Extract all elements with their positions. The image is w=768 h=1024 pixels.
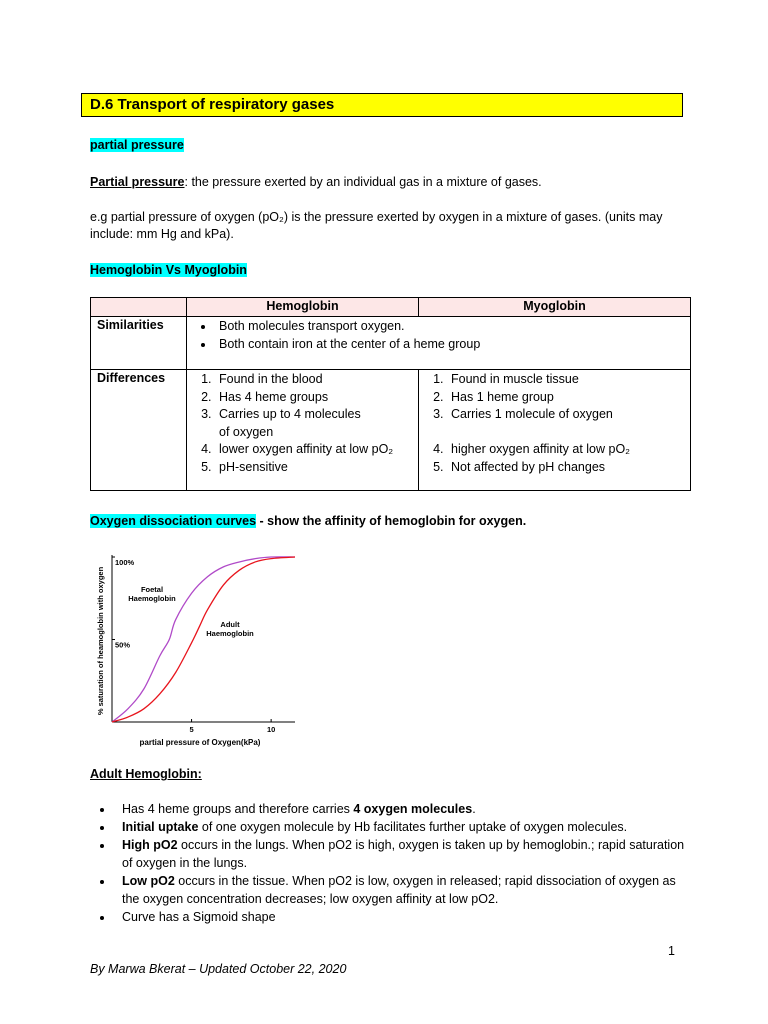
curves-heading-highlight: Oxygen dissociation curves xyxy=(90,514,257,528)
oxygen-dissociation-chart xyxy=(90,545,310,755)
adult-hemoglobin-list xyxy=(90,800,690,926)
y-tick-label: 50% xyxy=(115,640,131,650)
list-item xyxy=(114,818,690,836)
foetal-haemoglobin-label: Foetal Haemoglobin xyxy=(128,585,176,603)
differences-row xyxy=(91,370,691,491)
example-line-1: e.g partial pressure of oxygen (pO₂) is the pressure exerted by oxygen in a mixture of gases. (units may xyxy=(90,210,663,224)
bullet-text: occurs in the lungs. When pO2 is high, oxygen is taken up by hemoglobin.; rapid saturation of oxygen in the lungs. xyxy=(122,838,685,870)
comparison-heading xyxy=(90,263,247,277)
list-item xyxy=(114,800,690,818)
header-myoglobin: Myoglobin xyxy=(419,298,691,317)
myoglobin-difference-item: 5. Not affected by pH changes xyxy=(447,459,684,477)
y-axis-label: % saturation of heamoglobin with oxygen xyxy=(96,566,105,716)
myoglobin-differences-list xyxy=(425,371,684,476)
list-item xyxy=(114,872,690,908)
hemoglobin-difference-item: 5. pH-sensitive xyxy=(215,459,412,477)
page-number: 1 xyxy=(668,944,675,958)
hemoglobin-differences-cell xyxy=(187,370,419,491)
comparison-heading-text: Hemoglobin Vs Myoglobin xyxy=(90,263,247,277)
myoglobin-difference-item: 4. higher oxygen affinity at low pO₂ xyxy=(447,441,684,459)
example-line-2: include: mm Hg and kPa). xyxy=(90,227,234,241)
bullet-bold: High pO2 xyxy=(122,838,178,852)
list-spacer xyxy=(447,424,684,442)
footer-author: By Marwa Bkerat – Updated October 22, 2020 xyxy=(90,962,347,976)
similarities-label: Similarities xyxy=(91,317,187,370)
bullet-bold: Initial uptake xyxy=(122,820,199,834)
page-title: D.6 Transport of respiratory gases xyxy=(81,93,683,117)
hemoglobin-difference-item: 3. Carries up to 4 molecules of oxygen xyxy=(215,406,412,441)
header-hemoglobin: Hemoglobin xyxy=(187,298,419,317)
similarities-row xyxy=(91,317,691,370)
bullet-text: of one oxygen molecule by Hb facilitates further uptake of oxygen molecules. xyxy=(198,820,628,834)
hemoglobin-difference-item: 1. Found in the blood xyxy=(215,371,412,389)
list-item xyxy=(114,836,690,872)
myoglobin-differences-cell xyxy=(419,370,691,491)
x-axis-label: partial pressure of Oxygen(kPa) xyxy=(139,738,261,747)
header-empty-cell xyxy=(91,298,187,317)
differences-label: Differences xyxy=(91,370,187,491)
adult-hemoglobin-heading xyxy=(90,767,202,781)
x-tick-label: 5 xyxy=(189,725,194,734)
definition-term: Partial pressure xyxy=(90,175,185,189)
foetal-haemoglobin-curve xyxy=(112,557,295,722)
list-item xyxy=(114,908,690,926)
hemoglobin-difference-item: 2. Has 4 heme groups xyxy=(215,389,412,407)
myoglobin-difference-item: 1. Found in muscle tissue xyxy=(447,371,684,389)
bullet-text: Curve has a Sigmoid shape xyxy=(122,910,276,924)
definition-text: : the pressure exerted by an individual gas in a mixture of gases. xyxy=(184,175,542,189)
partial-pressure-heading xyxy=(90,138,184,152)
bullet-bold: 4 oxygen molecules xyxy=(353,802,473,816)
hemoglobin-differences-list xyxy=(193,371,412,476)
curves-heading-rest: - show the affinity of hemoglobin for oxygen. xyxy=(256,514,527,528)
comparison-table xyxy=(90,297,691,491)
table-header-row xyxy=(91,298,691,317)
similarities-list xyxy=(193,318,684,353)
chart-ticks xyxy=(112,557,275,734)
partial-pressure-example xyxy=(90,209,690,243)
myoglobin-difference-item: 3. Carries 1 molecule of oxygen xyxy=(447,406,684,424)
chart-svg xyxy=(90,545,310,755)
x-tick-label: 10 xyxy=(266,725,276,734)
adult-hemoglobin-bullets xyxy=(90,800,690,926)
bullet-text: Has 4 heme groups and therefore carries xyxy=(122,802,354,816)
adult-haemoglobin-label: Adult Haemoglobin xyxy=(206,620,254,638)
similarity-item: • Both contain iron at the center of a heme group xyxy=(215,336,684,354)
y-tick-label: 100% xyxy=(115,558,135,567)
hemoglobin-difference-item: 4. lower oxygen affinity at low pO₂ xyxy=(215,441,412,459)
adult-hemoglobin-heading-text: Adult Hemoglobin: xyxy=(90,767,202,781)
bullet-text: . xyxy=(472,802,476,816)
adult-haemoglobin-curve xyxy=(112,557,295,722)
partial-pressure-definition xyxy=(90,174,690,191)
chart-curves xyxy=(112,557,295,722)
myoglobin-difference-item: 2. Has 1 heme group xyxy=(447,389,684,407)
similarities-cell xyxy=(187,317,691,370)
partial-pressure-heading-text: partial pressure xyxy=(90,138,184,152)
curves-heading xyxy=(90,514,526,528)
bullet-text: occurs in the tissue. When pO2 is low, oxygen in released; rapid dissociation of oxygen as the oxygen concentration decreases; low oxygen affinity at low pO2. xyxy=(122,874,676,906)
similarity-item: • Both molecules transport oxygen. xyxy=(215,318,684,336)
bullet-bold: Low pO2 xyxy=(122,874,175,888)
